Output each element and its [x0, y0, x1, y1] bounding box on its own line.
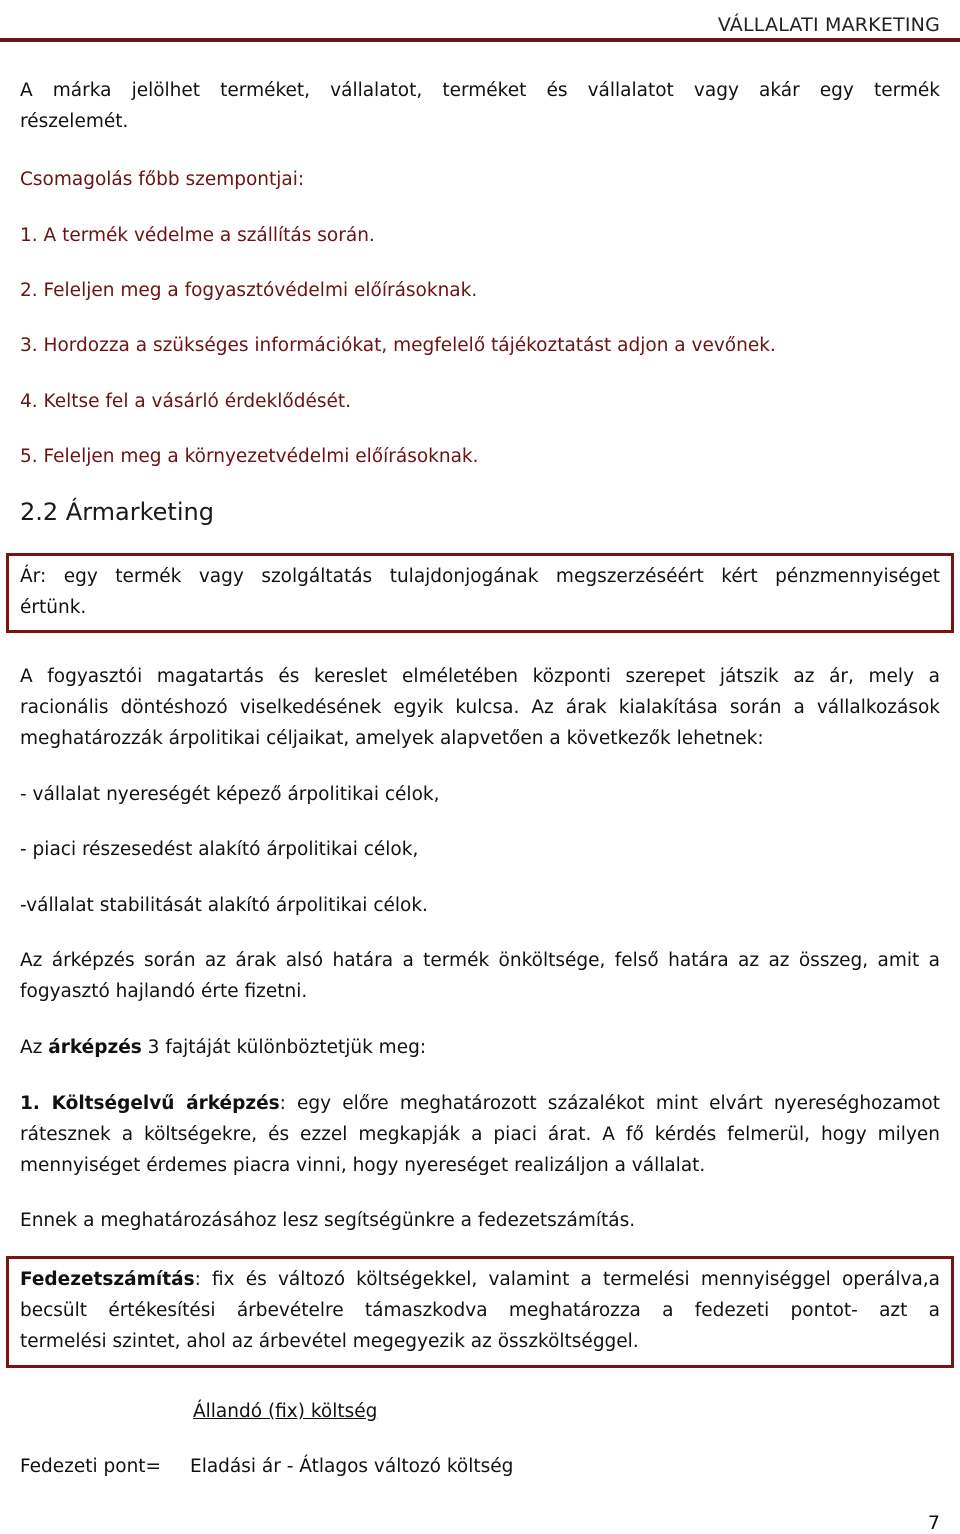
cost-based-term: Költségelvű árképzés: [51, 1093, 280, 1114]
formula-numerator: Állandó (fix) költség: [193, 1401, 378, 1422]
price-def-line-1: [20, 561, 940, 592]
packaging-item-5: 5. Feleljen meg a környezetvédelmi előírásoknak.: [20, 446, 479, 467]
coverage-def-line-3: termelési szintet, ahol az árbevétel megegyezik az összköltséggel.: [20, 1331, 639, 1352]
formula-denominator: Eladási ár - Átlagos változó költség: [190, 1456, 514, 1477]
intro-line-2: részelemét.: [20, 111, 129, 132]
coverage-def-rest: : fix és változó költségekkel, valamint a termelési mennyiséggel operálva,a: [194, 1269, 940, 1290]
price-def-line-2: értünk.: [20, 597, 87, 618]
paragraph2-line-1: Az árképzés során az árak alsó határa a termék önköltsége, felső határa az az összeg, amit a: [20, 950, 940, 971]
packaging-item-4: 4. Keltse fel a vásárló érdeklődését.: [20, 391, 351, 412]
cost-based-line-2: rátesznek a költségekre, és ezzel megkapják a piaci árat. A fő kérdés felmerül, hogy milyen: [20, 1124, 940, 1145]
helper-line: Ennek a meghatározásához lesz segítségünkre a fedezetszámítás.: [20, 1210, 636, 1231]
intro-line-1: A márka jelölhet terméket, vállalatot, terméket és vállalatot vagy akár egy termék: [20, 80, 940, 101]
paragraph1-line-3: meghatározzák árpolitikai céljaikat, amelyek alapvetően a következők lehetnek:: [20, 728, 764, 749]
section-heading: 2.2 Ármarketing: [20, 498, 214, 526]
coverage-term: Fedezetszámítás: [20, 1269, 195, 1290]
cost-based-line-3: mennyiséget érdemes piacra vinni, hogy nyereséget realizáljon a vállalat.: [20, 1155, 706, 1176]
header-title: VÁLLALATI MARKETING: [717, 14, 940, 36]
cost-based-num: 1.: [20, 1093, 52, 1114]
cost-based-rest: : egy előre meghatározott százalékot mint elvárt nyereséghozamot: [279, 1093, 940, 1114]
coverage-def-line-1: [20, 1264, 940, 1295]
price-def-rest: : egy termék vagy szolgáltatás tulajdonjogának megszerzéséért kért pénzmennyiséget: [39, 566, 940, 587]
goal-item-2: - piaci részesedést alakító árpolitikai célok,: [20, 839, 419, 860]
page-number: 7: [927, 1512, 940, 1534]
packaging-item-1: 1. A termék védelme a szállítás során.: [20, 225, 375, 246]
paragraph2-line-2: fogyasztó hajlandó érte fizetni.: [20, 981, 308, 1002]
cost-based-line-1: [20, 1088, 940, 1119]
coverage-def-line-2: becsült értékesítési árbevételre támaszkodva meghatározza a fedezeti pontot- azt a: [20, 1300, 940, 1321]
types-bold: árképzés: [48, 1037, 142, 1058]
types-post: 3 fajtáját különböztetjük meg:: [141, 1037, 427, 1058]
packaging-title: Csomagolás főbb szempontjai:: [20, 169, 305, 190]
price-term: Ár: [20, 566, 40, 587]
formula-label: Fedezeti pont=: [20, 1456, 162, 1477]
header-rule: [0, 38, 960, 42]
goal-item-1: - vállalat nyereségét képező árpolitikai célok,: [20, 784, 440, 805]
paragraph1-line-2: racionális döntéshozó viselkedésének egyik kulcsa. Az árak kialakítása során a vállalkozások: [20, 697, 940, 718]
packaging-item-3: 3. Hordozza a szükséges információkat, megfelelő tájékoztatást adjon a vevőnek.: [20, 335, 776, 356]
types-pre: Az: [20, 1037, 49, 1058]
goal-item-3: -vállalat stabilitását alakító árpolitikai célok.: [20, 895, 428, 916]
paragraph1-line-1: A fogyasztói magatartás és kereslet elméletében központi szerepet játszik az ár, mely a: [20, 666, 940, 687]
packaging-item-2: 2. Feleljen meg a fogyasztóvédelmi előírásoknak.: [20, 280, 478, 301]
types-line: [20, 1032, 940, 1063]
